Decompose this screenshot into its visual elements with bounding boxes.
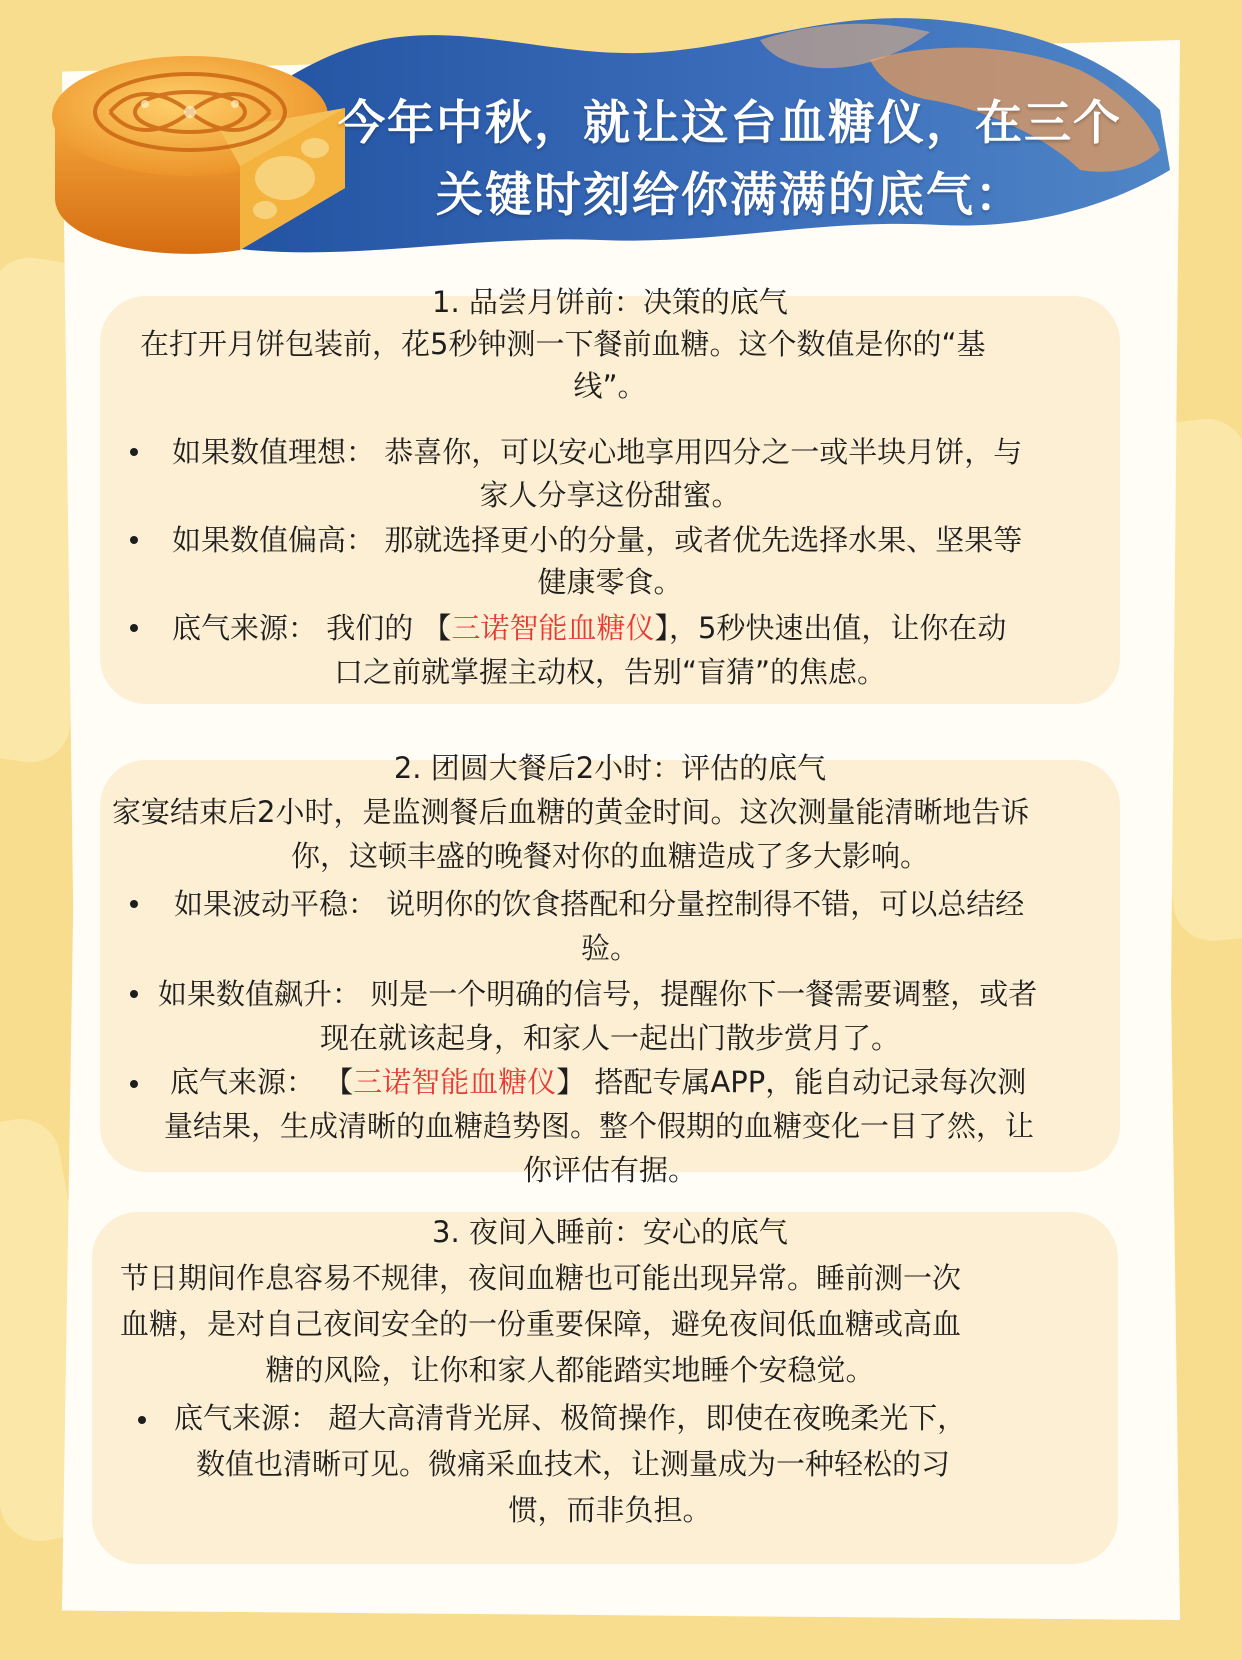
bullet-text: 惯，而非负担。 bbox=[508, 1493, 712, 1527]
bullet-dot bbox=[130, 990, 138, 998]
product-highlight: 三诺智能血糖仪 bbox=[353, 1065, 557, 1099]
section-heading: 1. 品尝月饼前：决策的底气 bbox=[432, 285, 788, 319]
bullet-text bbox=[172, 606, 1006, 650]
bullet-text-rest: 】 搭配专属APP，能自动记录每次测 bbox=[556, 1065, 1027, 1099]
section-intro-line: 节日期间作息容易不规律，夜间血糖也可能出现异常。睡前测一次 bbox=[120, 1261, 962, 1295]
bullet-label: 底气来源： 【 bbox=[170, 1065, 354, 1099]
bullet-text: 如果数值偏高： 那就选择更小的分量，或者优先选择水果、坚果等 bbox=[172, 523, 1023, 557]
bullet-text: 底气来源： 超大高清背光屏、极简操作，即使在夜晚柔光下， bbox=[174, 1401, 967, 1435]
bullet-text: 如果数值理想： 恭喜你，可以安心地享用四分之一或半块月饼，与 bbox=[172, 435, 1023, 469]
bullet-text: 如果数值飙升： 则是一个明确的信号，提醒你下一餐需要调整，或者 bbox=[158, 977, 1038, 1011]
bullet-text-rest: 】，5秒快速出值，让你在动 bbox=[654, 611, 1007, 645]
bullet-text bbox=[170, 1060, 1026, 1104]
bullet-text: 如果波动平稳： 说明你的饮食搭配和分量控制得不错，可以总结经 bbox=[174, 887, 1025, 921]
page-title bbox=[330, 88, 1130, 232]
section-intro-line: 血糖，是对自己夜间安全的一份重要保障，避免夜间低血糖或高血 bbox=[120, 1307, 962, 1341]
section-intro-line: 家宴结束后2小时，是监测餐后血糖的黄金时间。这次测量能清晰地告诉 bbox=[112, 795, 1030, 829]
bullet-text: 验。 bbox=[580, 931, 639, 965]
product-highlight: 三诺智能血糖仪 bbox=[451, 611, 655, 645]
bullet-dot bbox=[130, 624, 138, 632]
bullet-text: 量结果，生成清晰的血糖趋势图。整个假期的血糖变化一目了然，让 bbox=[164, 1109, 1035, 1143]
section-heading: 3. 夜间入睡前：安心的底气 bbox=[432, 1215, 788, 1249]
bullet-dot bbox=[130, 1080, 138, 1088]
bullet-text: 口之前就掌握主动权，告别“盲猜”的焦虑。 bbox=[333, 655, 887, 689]
bullet-dot bbox=[138, 1416, 146, 1424]
bullet-text: 数值也清晰可见。微痛采血技术，让测量成为一种轻松的习 bbox=[196, 1447, 951, 1481]
section-intro-line: 在打开月饼包装前，花5秒钟测一下餐前血糖。这个数值是你的“基 bbox=[140, 327, 986, 361]
title-line-1: 今年中秋，就让这台血糖仪，在三个 bbox=[338, 96, 1122, 151]
bullet-text: 家人分享这份甜蜜。 bbox=[479, 478, 741, 512]
bullet-dot bbox=[130, 448, 138, 456]
bullet-text: 现在就该起身，和家人一起出门散步赏月了。 bbox=[319, 1021, 900, 1055]
bullet-text: 你评估有据。 bbox=[522, 1153, 697, 1187]
section-intro-line: 你，这顿丰盛的晚餐对你的血糖造成了多大影响。 bbox=[290, 839, 929, 873]
mooncake-illustration bbox=[40, 38, 370, 268]
bullet-dot bbox=[130, 900, 138, 908]
section-intro-line: 线”。 bbox=[573, 369, 647, 403]
bullet-text: 健康零食。 bbox=[537, 565, 683, 599]
section-intro-line: 糖的风险，让你和家人都能踏实地睡个安稳觉。 bbox=[265, 1353, 875, 1387]
bullet-dot bbox=[130, 536, 138, 544]
bullet-label: 底气来源： 我们的 【 bbox=[172, 611, 452, 645]
section-heading: 2. 团圆大餐后2小时：评估的底气 bbox=[393, 751, 827, 785]
title-line-2: 关键时刻给你满满的底气： bbox=[436, 168, 1024, 223]
